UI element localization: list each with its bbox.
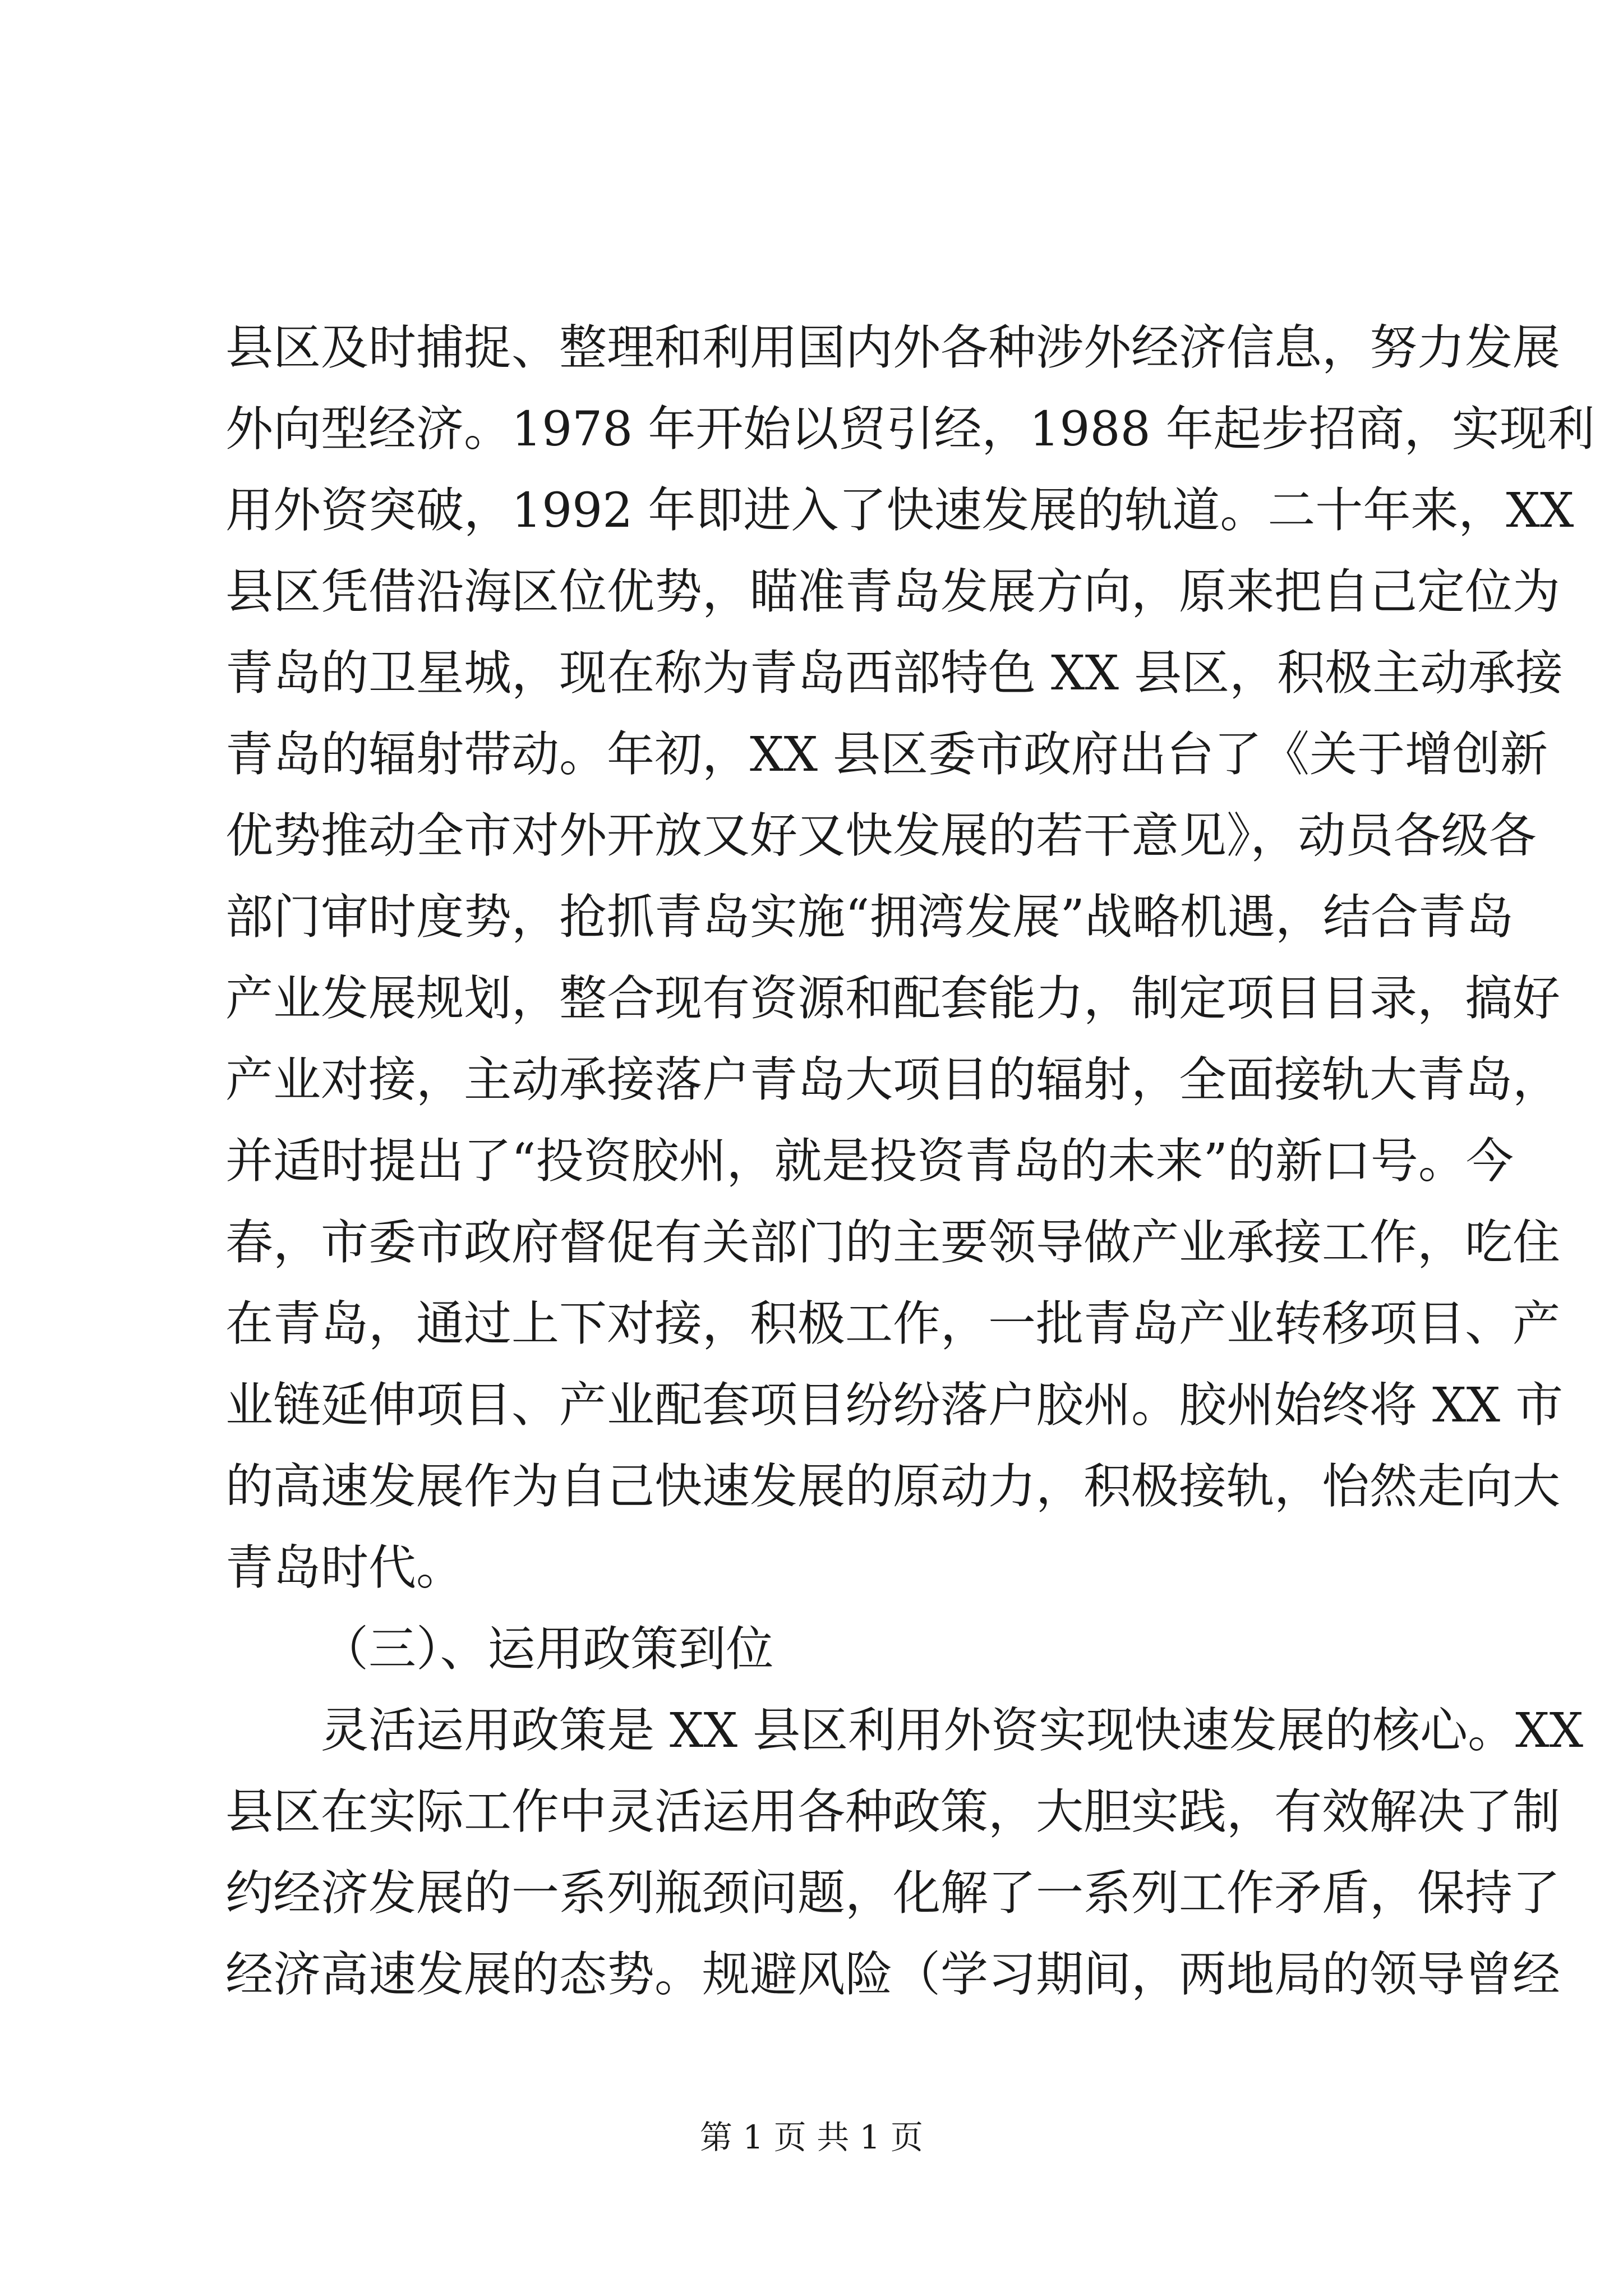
paragraph-line: 用外资突破，1992 年即进入了快速发展的轨道。二十年来，XX — [225, 483, 1574, 539]
paragraph-line: 部门审时度势，抢抓青岛实施“拥湾发展”战略机遇，结合青岛 — [225, 890, 1514, 945]
paragraph-line: 县区凭借沿海区位优势，瞄准青岛发展方向，原来把自己定位为 — [225, 564, 1561, 620]
paragraph-line: 的高速发展作为自己快速发展的原动力，积极接轨，怡然走向大 — [225, 1459, 1561, 1515]
paragraph-line: 经济高速发展的态势。规避风险（学习期间，两地局的领导曾经 — [225, 1947, 1561, 2003]
paragraph-line: 并适时提出了“投资胶州，就是投资青岛的未来”的新口号。今 — [225, 1134, 1514, 1189]
paragraph-line: 产业发展规划，整合现有资源和配套能力，制定项目目录，搞好 — [225, 971, 1561, 1027]
paragraph-line: 外向型经济。1978 年开始以贸引经，1988 年起步招商，实现利 — [225, 402, 1595, 457]
paragraph-line: 产业对接，主动承接落户青岛大项目的辐射，全面接轨大青岛， — [225, 1052, 1561, 1108]
paragraph-line: 在青岛，通过上下对接，积极工作，一批青岛产业转移项目、产 — [225, 1296, 1561, 1352]
paragraph-line: 县区及时捕捉、整理和利用国内外各种涉外经济信息，努力发展 — [225, 320, 1561, 376]
document-body — [225, 307, 1595, 2016]
paragraph-line: 青岛的辐射带动。年初，XX 县区委市政府出台了《关于增创新 — [225, 727, 1548, 783]
paragraph-line: 约经济发展的一系列瓶颈问题，化解了一系列工作矛盾，保持了 — [225, 1866, 1561, 1921]
page-footer — [0, 2118, 1623, 2157]
paragraph-line: 春，市委市政府督促有关部门的主要领导做产业承接工作，吃住 — [225, 1215, 1561, 1271]
paragraph-line: 业链延伸项目、产业配套项目纷纷落户胶州。胶州始终将 XX 市 — [225, 1378, 1564, 1433]
page-number-label: 第 1 页 共 1 页 — [700, 2118, 923, 2156]
paragraph-line: 灵活运用政策是 XX 县区利用外资实现快速发展的核心。XX — [321, 1703, 1584, 1759]
paragraph-line: 县区在实际工作中灵活运用各种政策，大胆实践，有效解决了制 — [225, 1784, 1561, 1840]
paragraph-line: 优势推动全市对外开放又好又快发展的若干意见》，动员各级各 — [225, 808, 1537, 864]
paragraph-line: 青岛时代。 — [225, 1540, 464, 1596]
section-heading: （三）、运用政策到位 — [321, 1622, 774, 1677]
paragraph-line: 青岛的卫星城，现在称为青岛西部特色 XX 县区，积极主动承接 — [225, 646, 1564, 701]
